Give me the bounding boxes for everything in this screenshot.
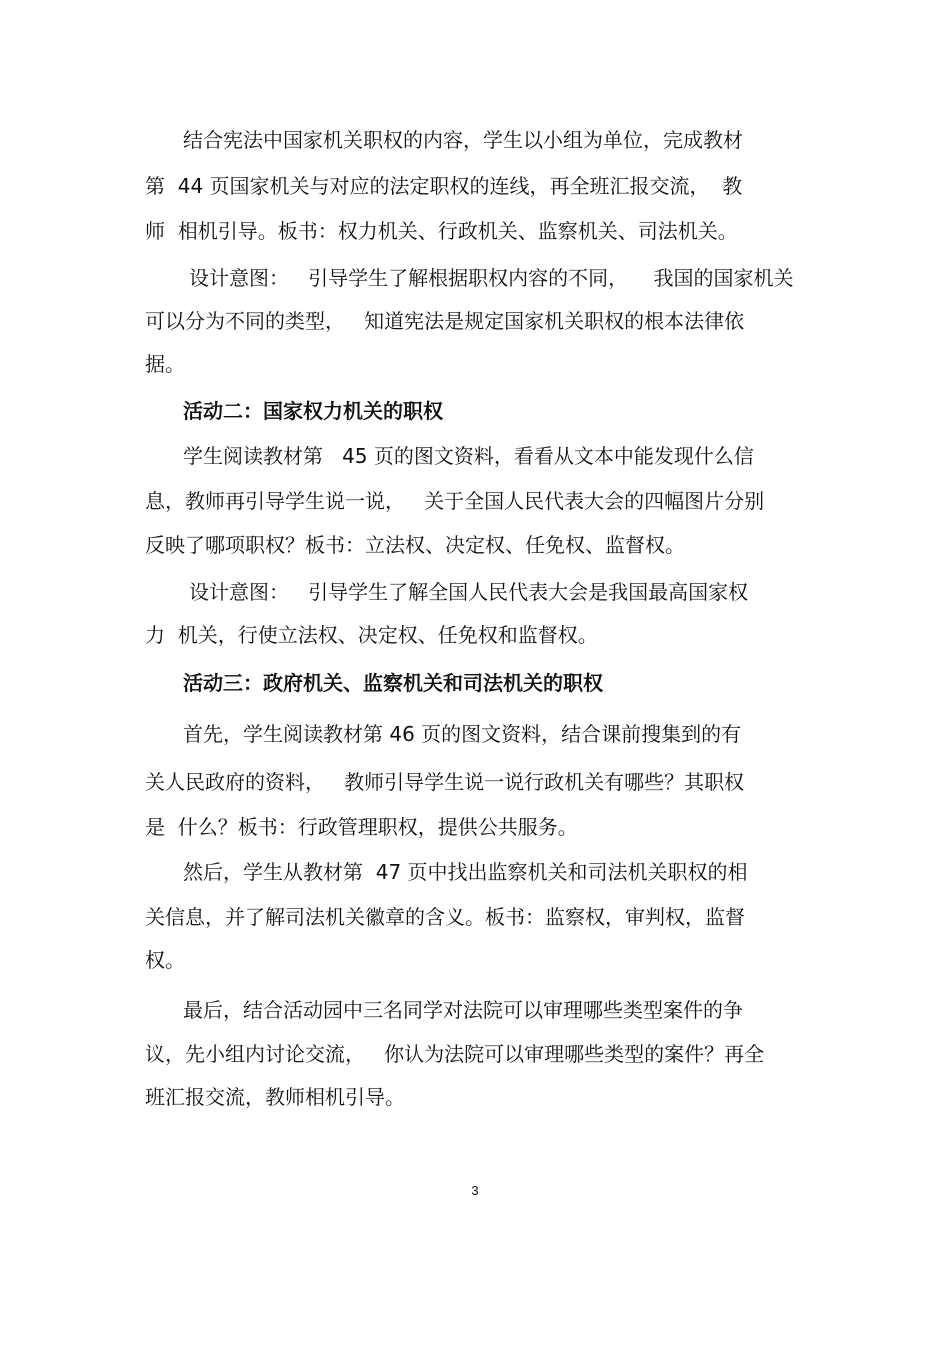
paragraph-1-line-1: 结合宪法中国家机关职权的内容，学生以小组为单位，完成教材 [183, 128, 743, 152]
paragraph-6-line-1: 然后，学生从教材第 47 页中找出监察机关和司法机关职权的相 [183, 860, 748, 884]
paragraph-1-line-2: 第 44 页国家机关与对应的法定职权的连线，再全班汇报交流， 教 [145, 174, 743, 198]
paragraph-3-line-1: 学生阅读教材第 45 页的图文资料，看看从文本中能发现什么信 [183, 444, 754, 468]
activity-3-heading: 活动三：政府机关、监察机关和司法机关的职权 [183, 671, 603, 695]
paragraph-3-line-2: 息，教师再引导学生说一说， 关于全国人民代表大会的四幅图片分别 [145, 489, 765, 513]
paragraph-2-line-1: 设计意图： 引导学生了解根据职权内容的不同， 我国的国家机关 [189, 266, 794, 290]
page-number: 3 [471, 1183, 479, 1198]
paragraph-4-line-1: 设计意图： 引导学生了解全国人民代表大会是我国最高国家权 [189, 580, 749, 604]
paragraph-5-line-3: 是 什么？板书：行政管理职权，提供公共服务。 [145, 815, 578, 839]
paragraph-1-line-3: 师 相机引导。板书：权力机关、行政机关、监察机关、司法机关。 [145, 219, 738, 243]
paragraph-7-line-3: 班汇报交流，教师相机引导。 [145, 1085, 405, 1109]
paragraph-6-line-2: 关信息，并了解司法机关徽章的含义。板书：监察权，审判权，监督 [145, 905, 745, 929]
activity-2-heading: 活动二：国家权力机关的职权 [183, 399, 443, 423]
paragraph-2-line-3: 据。 [145, 352, 185, 376]
paragraph-7-line-2: 议，先小组内讨论交流， 你认为法院可以审理哪些类型的案件？再全 [145, 1042, 765, 1066]
paragraph-3-line-3: 反映了哪项职权？板书：立法权、决定权、任免权、监督权。 [145, 533, 685, 557]
paragraph-6-line-3: 权。 [145, 948, 185, 972]
paragraph-2-line-2: 可以分为不同的类型， 知道宪法是规定国家机关职权的根本法律依 [145, 309, 745, 333]
paragraph-5-line-1: 首先，学生阅读教材第 46 页的图文资料，结合课前搜集到的有 [183, 722, 742, 746]
paragraph-4-line-2: 力 机关，行使立法权、决定权、任免权和监督权。 [145, 623, 598, 647]
paragraph-7-line-1: 最后，结合活动园中三名同学对法院可以审理哪些类型案件的争 [183, 998, 743, 1022]
paragraph-5-line-2: 关人民政府的资料， 教师引导学生说一说行政机关有哪些？其职权 [145, 770, 745, 794]
